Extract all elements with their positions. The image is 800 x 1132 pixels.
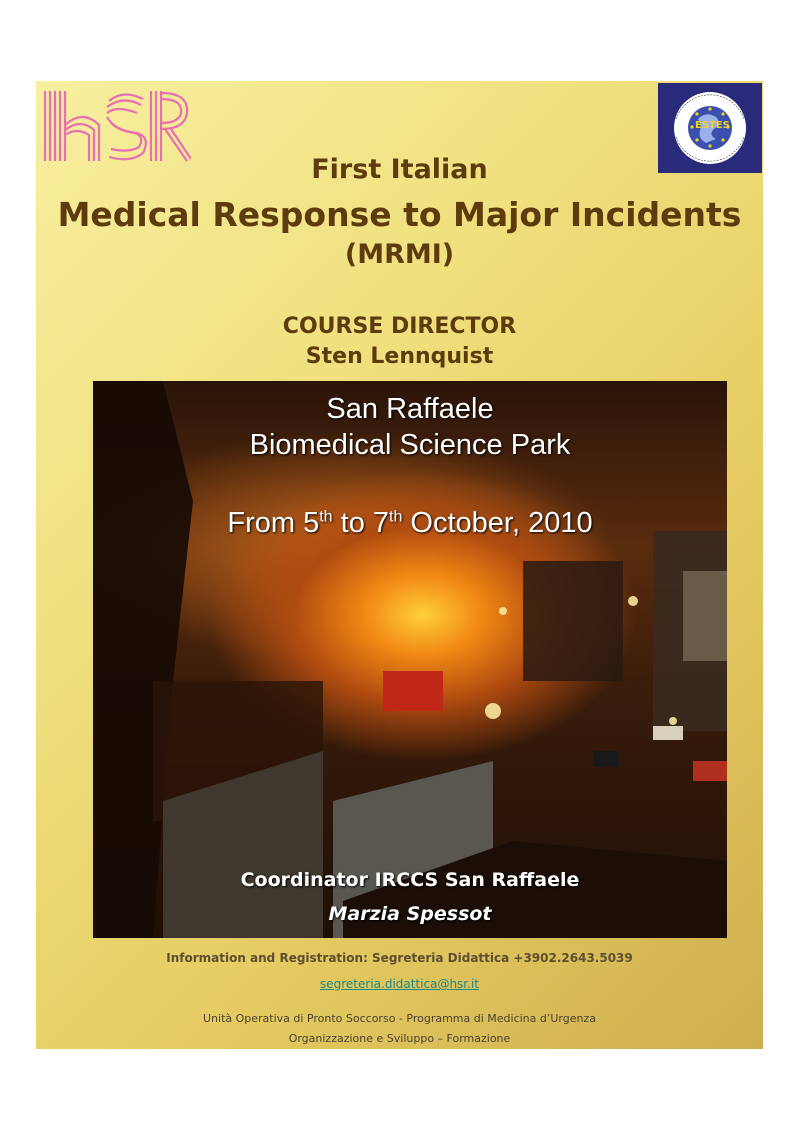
title-line-1: First Italian [311,154,488,185]
coordinator-label: Coordinator IRCCS San Raffaele [240,869,580,891]
estes-center-text: ESTES [695,120,730,131]
fire-scene-photo [93,381,727,938]
title-line-2: Medical Response to Major Incidents [57,195,742,234]
venue-line-1: San Raffaele [326,393,494,425]
unit-line-2: Organizzazione e Sviluppo – Formazione [288,1032,511,1045]
title-acronym: (MRMI) [344,239,455,270]
poster [36,81,763,1049]
director-label: COURSE DIRECTOR [282,314,517,339]
unit-line-1: Unità Operativa di Pronto Soccorso - Programma di Medicina d’Urgenza [202,1012,596,1025]
coordinator-name: Marzia Spessot [328,903,492,925]
director-name: Sten Lennquist [305,344,494,369]
course-dates: From 5th to 7th October, 2010 [227,507,593,539]
venue-line-2: Biomedical Science Park [249,429,571,461]
registration-info: Information and Registration: Segreteria Didattica +3902.2643.5039 [166,951,633,965]
email-link[interactable]: segreteria.didattica@hsr.it [320,977,479,991]
